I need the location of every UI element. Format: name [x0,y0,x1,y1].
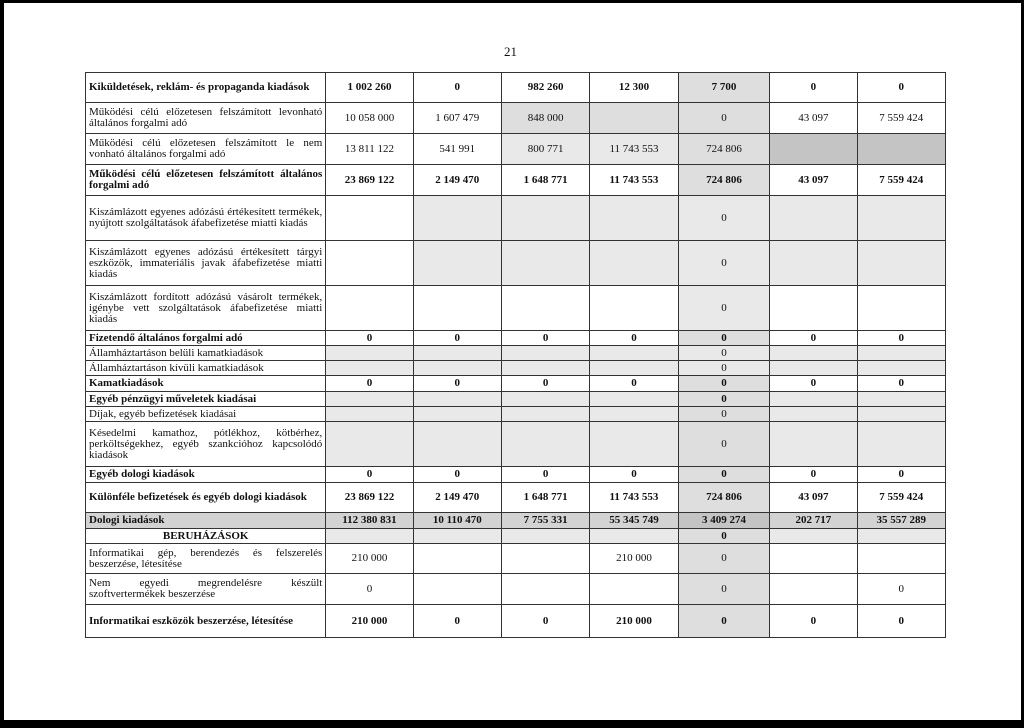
value-cell-col2 [413,196,501,241]
row-label: Kiszámlázott egyenes adózású értékesített termékek, nyújtott szolgáltatások áfabefizetése miatti kiadás [86,196,326,241]
value-cell-col3 [501,529,589,544]
table-row [86,407,946,422]
value-cell-col7 [857,196,945,241]
value-cell-col1: 23 869 122 [326,165,413,196]
value-cell-col7 [857,346,945,361]
table-row [86,605,946,638]
value-cell-col4: 11 743 553 [590,165,678,196]
value-cell-col1 [326,196,413,241]
value-cell-col7 [857,422,945,467]
value-cell-col7: 0 [857,73,945,103]
table-row [86,483,946,513]
table-row [86,165,946,196]
value-cell-col4: 12 300 [590,73,678,103]
value-cell-col6 [770,392,857,407]
value-cell-col7 [857,544,945,574]
value-cell-col3 [501,544,589,574]
value-cell-col7: 0 [857,376,945,392]
value-cell-col1: 0 [326,574,413,605]
value-cell-col7: 0 [857,574,945,605]
row-label: Informatikai eszközök beszerzése, létesítése [86,605,326,638]
row-label: Kiszámlázott egyenes adózású értékesített tárgyi eszközök, immateriális javak áfabefizetése miatti kiadás [86,241,326,286]
value-cell-col3: 1 648 771 [501,483,589,513]
value-cell-col6 [770,361,857,376]
table-row [86,376,946,392]
value-cell-col1: 23 869 122 [326,483,413,513]
table-row [86,467,946,483]
value-cell-col1 [326,529,413,544]
value-cell-col4 [590,241,678,286]
value-cell-col7 [857,241,945,286]
value-cell-col4: 11 743 553 [590,134,678,165]
value-cell-col1: 210 000 [326,605,413,638]
value-cell-col6: 202 717 [770,513,857,529]
value-cell-col5: 0 [678,376,770,392]
row-label: Működési célú előzetesen felszámított általános forgalmi adó [86,165,326,196]
value-cell-col5: 3 409 274 [678,513,770,529]
value-cell-col7 [857,286,945,331]
value-cell-col4: 11 743 553 [590,483,678,513]
value-cell-col6: 43 097 [770,103,857,134]
value-cell-col7: 0 [857,467,945,483]
value-cell-col4: 210 000 [590,605,678,638]
value-cell-col1: 0 [326,376,413,392]
value-cell-col3 [501,574,589,605]
row-label: Informatikai gép, berendezés és felszerelés beszerzése, létesítése [86,544,326,574]
row-label: Egyéb dologi kiadások [86,467,326,483]
table-row [86,196,946,241]
value-cell-col2: 0 [413,605,501,638]
row-label: Kiszámlázott fordított adózású vásárolt termékek, igénybe vett szolgáltatások áfabefizetése miatti kiadás [86,286,326,331]
table-row [86,544,946,574]
value-cell-col2 [413,422,501,467]
table-row [86,241,946,286]
value-cell-col5: 0 [678,392,770,407]
value-cell-col2: 0 [413,73,501,103]
value-cell-col4: 55 345 749 [590,513,678,529]
row-label: Fizetendő általános forgalmi adó [86,331,326,346]
value-cell-col5: 0 [678,407,770,422]
value-cell-col7: 35 557 289 [857,513,945,529]
value-cell-col4 [590,422,678,467]
scan-edge-left [0,0,4,728]
value-cell-col4: 0 [590,376,678,392]
value-cell-col1 [326,407,413,422]
value-cell-col4 [590,286,678,331]
value-cell-col5: 0 [678,529,770,544]
table-row [86,134,946,165]
value-cell-col6: 0 [770,376,857,392]
row-label: Államháztartáson kívüli kamatkiadások [86,361,326,376]
value-cell-col2 [413,286,501,331]
value-cell-col2 [413,407,501,422]
value-cell-col3: 848 000 [501,103,589,134]
value-cell-col1: 13 811 122 [326,134,413,165]
table-row [86,286,946,331]
value-cell-col2 [413,529,501,544]
value-cell-col2 [413,241,501,286]
row-label: Működési célú előzetesen felszámított levonható általános forgalmi adó [86,103,326,134]
value-cell-col2: 2 149 470 [413,483,501,513]
value-cell-col5: 0 [678,361,770,376]
table-row [86,73,946,103]
value-cell-col2 [413,392,501,407]
page-number: 21 [504,44,517,59]
table-row [86,331,946,346]
value-cell-col5: 0 [678,241,770,286]
row-label: Nem egyedi megrendelésre készült szoftvertermékek beszerzése [86,574,326,605]
table-row [86,513,946,529]
value-cell-col3: 7 755 331 [501,513,589,529]
table-row [86,361,946,376]
row-label: Kamatkiadások [86,376,326,392]
value-cell-col5: 724 806 [678,134,770,165]
value-cell-col4 [590,103,678,134]
value-cell-col6 [770,196,857,241]
row-label: Dologi kiadások [86,513,326,529]
value-cell-col3 [501,346,589,361]
row-label: Egyéb pénzügyi műveletek kiadásai [86,392,326,407]
value-cell-col6 [770,422,857,467]
value-cell-col7: 0 [857,605,945,638]
table-row [86,574,946,605]
value-cell-col7: 7 559 424 [857,483,945,513]
value-cell-col5: 0 [678,286,770,331]
value-cell-col3 [501,196,589,241]
value-cell-col1: 0 [326,331,413,346]
value-cell-col1 [326,422,413,467]
value-cell-col2: 10 110 470 [413,513,501,529]
value-cell-col5: 0 [678,467,770,483]
value-cell-col2 [413,574,501,605]
value-cell-col6 [770,346,857,361]
value-cell-col6: 0 [770,467,857,483]
value-cell-col3 [501,392,589,407]
value-cell-col6 [770,241,857,286]
value-cell-col6: 43 097 [770,483,857,513]
value-cell-col7 [857,392,945,407]
value-cell-col2: 0 [413,331,501,346]
value-cell-col4: 0 [590,331,678,346]
value-cell-col3: 0 [501,605,589,638]
value-cell-col7 [857,361,945,376]
scan-edge-top [0,0,1024,3]
value-cell-col3 [501,407,589,422]
value-cell-col6 [770,544,857,574]
value-cell-col3: 0 [501,467,589,483]
value-cell-col3 [501,422,589,467]
value-cell-col6 [770,529,857,544]
value-cell-col5: 0 [678,196,770,241]
value-cell-col7: 0 [857,331,945,346]
value-cell-col4 [590,529,678,544]
value-cell-col3 [501,241,589,286]
value-cell-col6 [770,574,857,605]
value-cell-col6: 0 [770,73,857,103]
value-cell-col5: 0 [678,103,770,134]
value-cell-col2: 0 [413,376,501,392]
value-cell-col3: 982 260 [501,73,589,103]
table-row [86,529,946,544]
value-cell-col3 [501,361,589,376]
value-cell-col7: 7 559 424 [857,165,945,196]
value-cell-col5: 0 [678,331,770,346]
value-cell-col5: 724 806 [678,165,770,196]
value-cell-col4 [590,574,678,605]
value-cell-col2: 2 149 470 [413,165,501,196]
value-cell-col1: 112 380 831 [326,513,413,529]
value-cell-col4 [590,407,678,422]
value-cell-col6: 43 097 [770,165,857,196]
value-cell-col2: 541 991 [413,134,501,165]
value-cell-col5: 0 [678,544,770,574]
value-cell-col7: 7 559 424 [857,103,945,134]
value-cell-col6 [770,286,857,331]
value-cell-col6: 0 [770,331,857,346]
row-label: Késedelmi kamathoz, pótlékhoz, kötbérhez, perköltségekhez, egyéb szankcióhoz kapcsolódó kiadások [86,422,326,467]
value-cell-col6 [770,407,857,422]
table-row [86,103,946,134]
value-cell-col2 [413,346,501,361]
value-cell-col4: 0 [590,467,678,483]
value-cell-col5: 0 [678,422,770,467]
value-cell-col2 [413,544,501,574]
value-cell-col1: 210 000 [326,544,413,574]
value-cell-col2: 0 [413,467,501,483]
scan-edge-bottom [0,720,1024,728]
value-cell-col1 [326,346,413,361]
value-cell-col3 [501,286,589,331]
value-cell-col1: 0 [326,467,413,483]
value-cell-col1: 1 002 260 [326,73,413,103]
value-cell-col4 [590,346,678,361]
value-cell-col1: 10 058 000 [326,103,413,134]
value-cell-col3: 1 648 771 [501,165,589,196]
table-row [86,346,946,361]
value-cell-col3: 800 771 [501,134,589,165]
value-cell-col5: 0 [678,605,770,638]
expense-table [85,72,946,638]
value-cell-col4 [590,392,678,407]
row-label: Működési célú előzetesen felszámított le nem vonható általános forgalmi adó [86,134,326,165]
value-cell-col3: 0 [501,331,589,346]
table-row [86,392,946,407]
row-label: Kiküldetések, reklám- és propaganda kiadások [86,73,326,103]
row-label: Államháztartáson belüli kamatkiadások [86,346,326,361]
value-cell-col5: 0 [678,574,770,605]
value-cell-col6: 0 [770,605,857,638]
value-cell-col1 [326,241,413,286]
value-cell-col4: 210 000 [590,544,678,574]
table-row [86,422,946,467]
value-cell-col1 [326,392,413,407]
value-cell-col2 [413,361,501,376]
value-cell-col5: 0 [678,346,770,361]
row-label: Különféle befizetések és egyéb dologi kiadások [86,483,326,513]
value-cell-col3: 0 [501,376,589,392]
value-cell-col7 [857,529,945,544]
value-cell-col5: 7 700 [678,73,770,103]
value-cell-col1 [326,286,413,331]
value-cell-col2: 1 607 479 [413,103,501,134]
value-cell-col4 [590,196,678,241]
value-cell-col1 [326,361,413,376]
value-cell-col7 [857,407,945,422]
value-cell-col5: 724 806 [678,483,770,513]
row-label: Díjak, egyéb befizetések kiadásai [86,407,326,422]
value-cell-col7 [857,134,945,165]
value-cell-col4 [590,361,678,376]
row-label: BERUHÁZÁSOK [86,529,326,544]
value-cell-col6 [770,134,857,165]
